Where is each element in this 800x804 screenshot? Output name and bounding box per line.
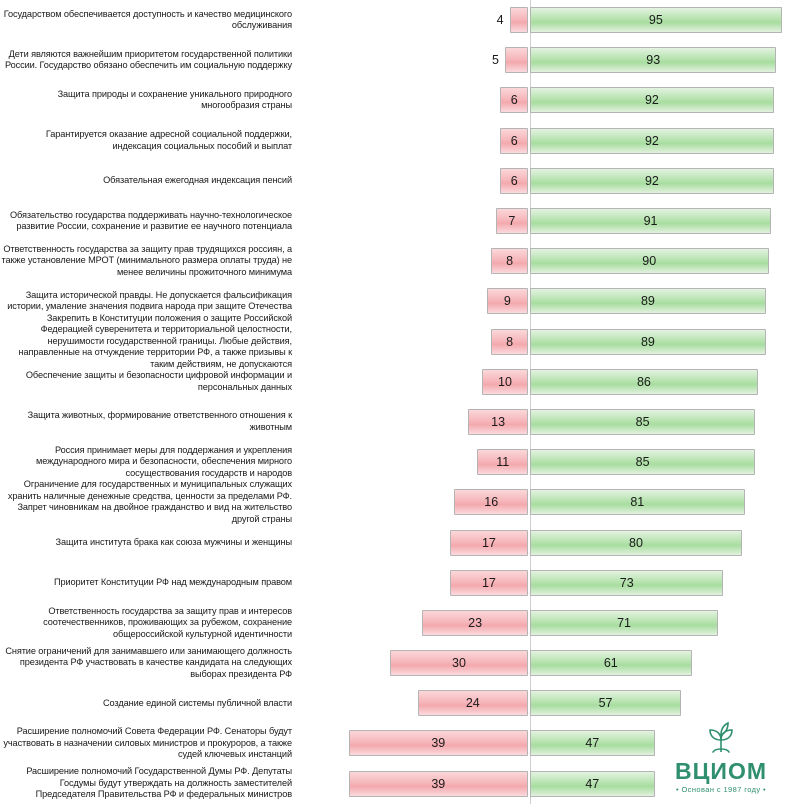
negative-value-label: 39 xyxy=(431,776,446,791)
row-label: Расширение полномочий Совета Федерации РФ. Сенаторы будут участвовать в назначении силовых министров и прокуроров, а также судей ключевых инстанций xyxy=(3,726,292,760)
positive-bar-cell xyxy=(530,489,790,515)
negative-value-label: 16 xyxy=(484,495,499,510)
negative-value-label: 8 xyxy=(506,254,514,269)
positive-value-label: 90 xyxy=(642,254,657,269)
negative-bar xyxy=(487,288,528,314)
negative-bar xyxy=(491,329,528,355)
negative-value-label: 6 xyxy=(510,173,518,188)
negative-bar xyxy=(418,690,528,716)
positive-value-label: 61 xyxy=(603,656,618,671)
positive-bar-cell xyxy=(530,690,790,716)
row-label: Ограничение для государственных и муниципальных служащих хранить наличные денежные средства, ценности за пределами РФ. Запрет чиновникам на двойное гражданство и вид на жительство другой страны xyxy=(7,479,292,524)
negative-bar-cell xyxy=(300,168,530,194)
positive-value-label: 71 xyxy=(617,615,632,630)
negative-bar-cell xyxy=(300,409,530,435)
positive-value-label: 73 xyxy=(619,575,634,590)
row-label: Снятие ограничений для занимавшего или занимающего должность президента РФ участвовать в качестве кандидата на следующих выборах президента РФ xyxy=(5,645,292,679)
tree-icon xyxy=(656,717,786,759)
chart-row xyxy=(0,121,800,161)
negative-value-label: 5 xyxy=(492,53,499,68)
chart-row xyxy=(0,161,800,201)
positive-value-label: 89 xyxy=(640,334,655,349)
negative-value-label: 30 xyxy=(452,656,466,671)
negative-bar-cell xyxy=(300,489,530,515)
positive-bar xyxy=(530,771,655,797)
positive-bar xyxy=(530,168,774,194)
chart-row xyxy=(0,643,800,683)
negative-bar xyxy=(450,530,528,556)
row-label: Защита животных, формирование ответственного отношения к животным xyxy=(27,410,292,432)
row-label: Россия принимает меры для поддержания и укрепления международного мира и безопасности, обеспечения мирного сосуществования государств и народов xyxy=(36,444,292,478)
negative-bar-cell xyxy=(300,610,530,636)
negative-value-label: 23 xyxy=(468,615,483,630)
negative-value-label: 6 xyxy=(510,133,518,148)
negative-bar xyxy=(500,168,528,194)
row-label: Обязательство государства поддерживать научно-технологическое развитие России, сохранение и развитие ее научного потенциала xyxy=(10,209,292,232)
positive-value-label: 85 xyxy=(635,414,650,429)
negative-value-label: 10 xyxy=(498,374,512,389)
chart-row xyxy=(0,522,800,562)
positive-value-label: 93 xyxy=(646,53,661,68)
negative-bar xyxy=(454,489,528,515)
negative-bar xyxy=(491,248,528,274)
negative-bar xyxy=(349,730,528,756)
negative-bar xyxy=(482,369,528,395)
chart-row xyxy=(0,80,800,120)
row-label: Обязательная ежегодная индексация пенсий xyxy=(103,175,292,186)
chart-row xyxy=(0,362,800,402)
row-label: Защита природы и сохранение уникального природного многообразия страны xyxy=(57,88,292,111)
chart-row xyxy=(0,40,800,80)
positive-bar xyxy=(530,570,723,596)
negative-value-label: 4 xyxy=(496,13,504,28)
negative-bar-cell xyxy=(300,771,530,797)
negative-bar xyxy=(500,128,528,154)
row-label: Государством обеспечивается доступность и качество медицинского обслуживания xyxy=(3,8,292,31)
positive-value-label: 89 xyxy=(640,294,655,309)
vciom-logo xyxy=(656,717,786,794)
positive-bar xyxy=(530,690,681,716)
negative-value-label: 39 xyxy=(431,736,446,751)
negative-bar-cell xyxy=(300,47,530,73)
negative-bar-cell xyxy=(300,329,530,355)
positive-value-label: 81 xyxy=(630,495,645,510)
positive-value-label: 92 xyxy=(644,93,659,108)
positive-bar-cell xyxy=(530,168,790,194)
negative-bar xyxy=(500,87,528,113)
negative-value-label: 17 xyxy=(481,575,496,590)
positive-bar-cell xyxy=(530,369,790,395)
positive-bar xyxy=(530,449,755,475)
negative-bar-cell xyxy=(300,690,530,716)
negative-value-label: 7 xyxy=(508,214,516,229)
positive-bar-cell xyxy=(530,87,790,113)
negative-bar xyxy=(505,47,528,73)
negative-value-label: 11 xyxy=(496,455,510,470)
row-label: Обеспечение защиты и безопасности цифровой информации и персональных данных xyxy=(25,370,292,392)
chart-row xyxy=(0,201,800,241)
positive-bar-cell xyxy=(530,570,790,596)
positive-bar xyxy=(530,248,769,274)
negative-bar-cell xyxy=(300,530,530,556)
negative-bar-cell xyxy=(300,248,530,274)
positive-bar-cell xyxy=(530,208,790,234)
positive-value-label: 95 xyxy=(648,13,663,28)
negative-bar-cell xyxy=(300,128,530,154)
positive-bar-cell xyxy=(530,449,790,475)
negative-bar-cell xyxy=(300,369,530,395)
negative-value-label: 13 xyxy=(491,414,506,429)
negative-bar-cell xyxy=(300,449,530,475)
row-label: Расширение полномочий Государственной Думы РФ. Депутаты Госдумы будут утверждать на должность заместителей Председателя Правительства РФ и федеральных министров xyxy=(26,766,292,800)
row-label: Защита института брака как союза мужчины и женщины xyxy=(55,536,292,547)
positive-bar-cell xyxy=(530,530,790,556)
negative-bar xyxy=(510,7,528,33)
positive-bar-cell xyxy=(530,128,790,154)
positive-bar-cell xyxy=(530,248,790,274)
positive-bar xyxy=(530,329,766,355)
positive-bar xyxy=(530,87,774,113)
chart-row xyxy=(0,563,800,603)
positive-bar xyxy=(530,409,755,435)
chart-row xyxy=(0,402,800,442)
positive-bar xyxy=(530,530,742,556)
positive-value-label: 57 xyxy=(598,696,613,711)
chart-row xyxy=(0,479,800,524)
row-label: Ответственность государства за защиту прав и интересов соотечественников, проживающих за рубежом, сохранение общероссийской культурной идентичности xyxy=(43,605,292,639)
negative-value-label: 8 xyxy=(506,334,514,349)
positive-bar-cell xyxy=(530,409,790,435)
positive-value-label: 92 xyxy=(644,133,659,148)
positive-bar xyxy=(530,47,776,73)
negative-bar-cell xyxy=(300,730,530,756)
row-label: Защита исторической правды. Не допускается фальсификация истории, умаление значения подвига народа при защите Отечества xyxy=(7,289,292,312)
negative-value-label: 9 xyxy=(503,294,511,309)
chart-row xyxy=(0,241,800,281)
positive-value-label: 86 xyxy=(636,374,651,389)
row-label: Закрепить в Конституции положения о защите Российской Федерацией суверенитета и территориальной целостности, нерушимости государственной границы. Любые действия, направленные на отчуждение территории РФ, а также призывы к таким действиям, не допускаются xyxy=(18,312,292,369)
positive-value-label: 80 xyxy=(629,535,643,550)
row-label: Гарантируется оказание адресной социальной поддержки, индексация социальных пособий и выплат xyxy=(45,129,292,151)
negative-value-label: 17 xyxy=(481,535,496,550)
chart-row xyxy=(0,603,800,643)
positive-bar xyxy=(530,7,782,33)
row-label: Приоритет Конституции РФ над международным правом xyxy=(53,576,292,587)
row-label: Создание единой системы публичной власти xyxy=(102,697,292,708)
positive-bar-cell xyxy=(530,610,790,636)
negative-bar-cell xyxy=(300,7,530,33)
negative-bar-cell xyxy=(300,208,530,234)
positive-bar xyxy=(530,208,771,234)
positive-bar xyxy=(530,369,758,395)
negative-bar xyxy=(496,208,528,234)
negative-bar-cell xyxy=(300,288,530,314)
positive-bar xyxy=(530,650,692,676)
negative-bar xyxy=(349,771,528,797)
negative-bar-cell xyxy=(300,650,530,676)
chart-row xyxy=(0,0,800,40)
chart-row xyxy=(0,442,800,482)
positive-bar-cell xyxy=(530,288,790,314)
row-label: Дети являются важнейшим приоритетом государственной политики России. Государство обязано обеспечить им социальную поддержку xyxy=(4,48,292,71)
positive-value-label: 91 xyxy=(643,214,658,229)
negative-bar xyxy=(422,610,528,636)
negative-bar xyxy=(390,650,528,676)
positive-bar-cell xyxy=(530,650,790,676)
positive-bar xyxy=(530,730,655,756)
negative-bar-cell xyxy=(300,570,530,596)
positive-bar-cell xyxy=(530,7,790,33)
negative-value-label: 6 xyxy=(510,93,518,108)
negative-bar-cell xyxy=(300,87,530,113)
negative-value-label: 24 xyxy=(465,696,480,711)
positive-bar xyxy=(530,288,766,314)
positive-bar-cell xyxy=(530,329,790,355)
row-label: Ответственность государства за защиту прав трудящихся россиян, а также установление МРОТ (минимального размера оплаты труда) не менее величины прожиточного минимума xyxy=(1,243,292,277)
positive-bar xyxy=(530,489,745,515)
negative-bar xyxy=(468,409,528,435)
positive-value-label: 47 xyxy=(585,736,600,751)
positive-value-label: 47 xyxy=(585,776,600,791)
positive-value-label: 85 xyxy=(635,455,650,470)
negative-bar xyxy=(477,449,528,475)
positive-value-label: 92 xyxy=(644,173,659,188)
chart-row xyxy=(0,312,800,369)
negative-bar xyxy=(450,570,528,596)
logo-tagline: • Основан с 1987 году • xyxy=(675,785,767,794)
positive-bar-cell xyxy=(530,47,790,73)
logo-name: ВЦИОМ xyxy=(675,758,767,784)
positive-bar xyxy=(530,610,718,636)
positive-bar xyxy=(530,128,774,154)
